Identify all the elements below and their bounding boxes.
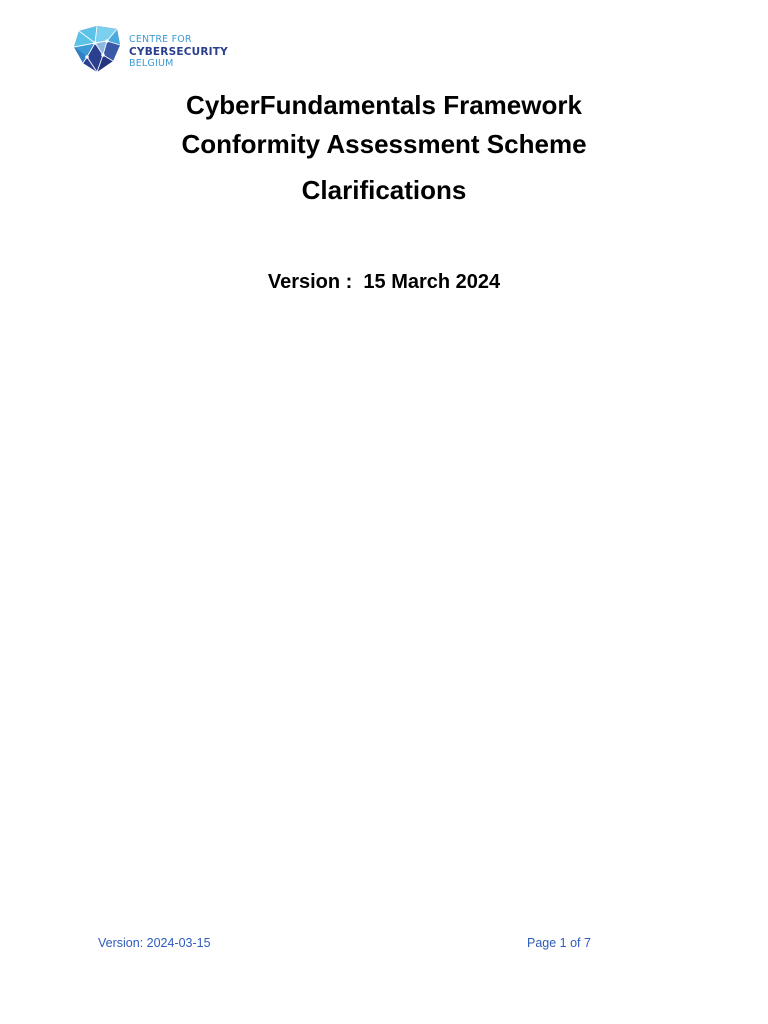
document-subtitle: Clarifications	[301, 175, 467, 205]
title-line-1: CyberFundamentals Framework	[186, 90, 582, 120]
logo-line-belgium: BELGIUM	[129, 58, 174, 69]
logo-line-cybersecurity: CYBERSECURITY	[129, 46, 228, 58]
version-line: Version : 15 March 2024	[267, 271, 501, 293]
title-line-2: Conformity Assessment Scheme	[181, 129, 587, 159]
footer-version: Version: 2024-03-15	[98, 936, 211, 950]
ccb-logo	[73, 25, 243, 75]
document-title	[0, 86, 768, 164]
logo-line-centre-for: CENTRE FOR	[129, 34, 192, 45]
footer-page-number: Page 1 of 7	[527, 936, 591, 950]
ccb-shield-icon	[73, 25, 121, 73]
logo-wordmark	[129, 34, 228, 70]
